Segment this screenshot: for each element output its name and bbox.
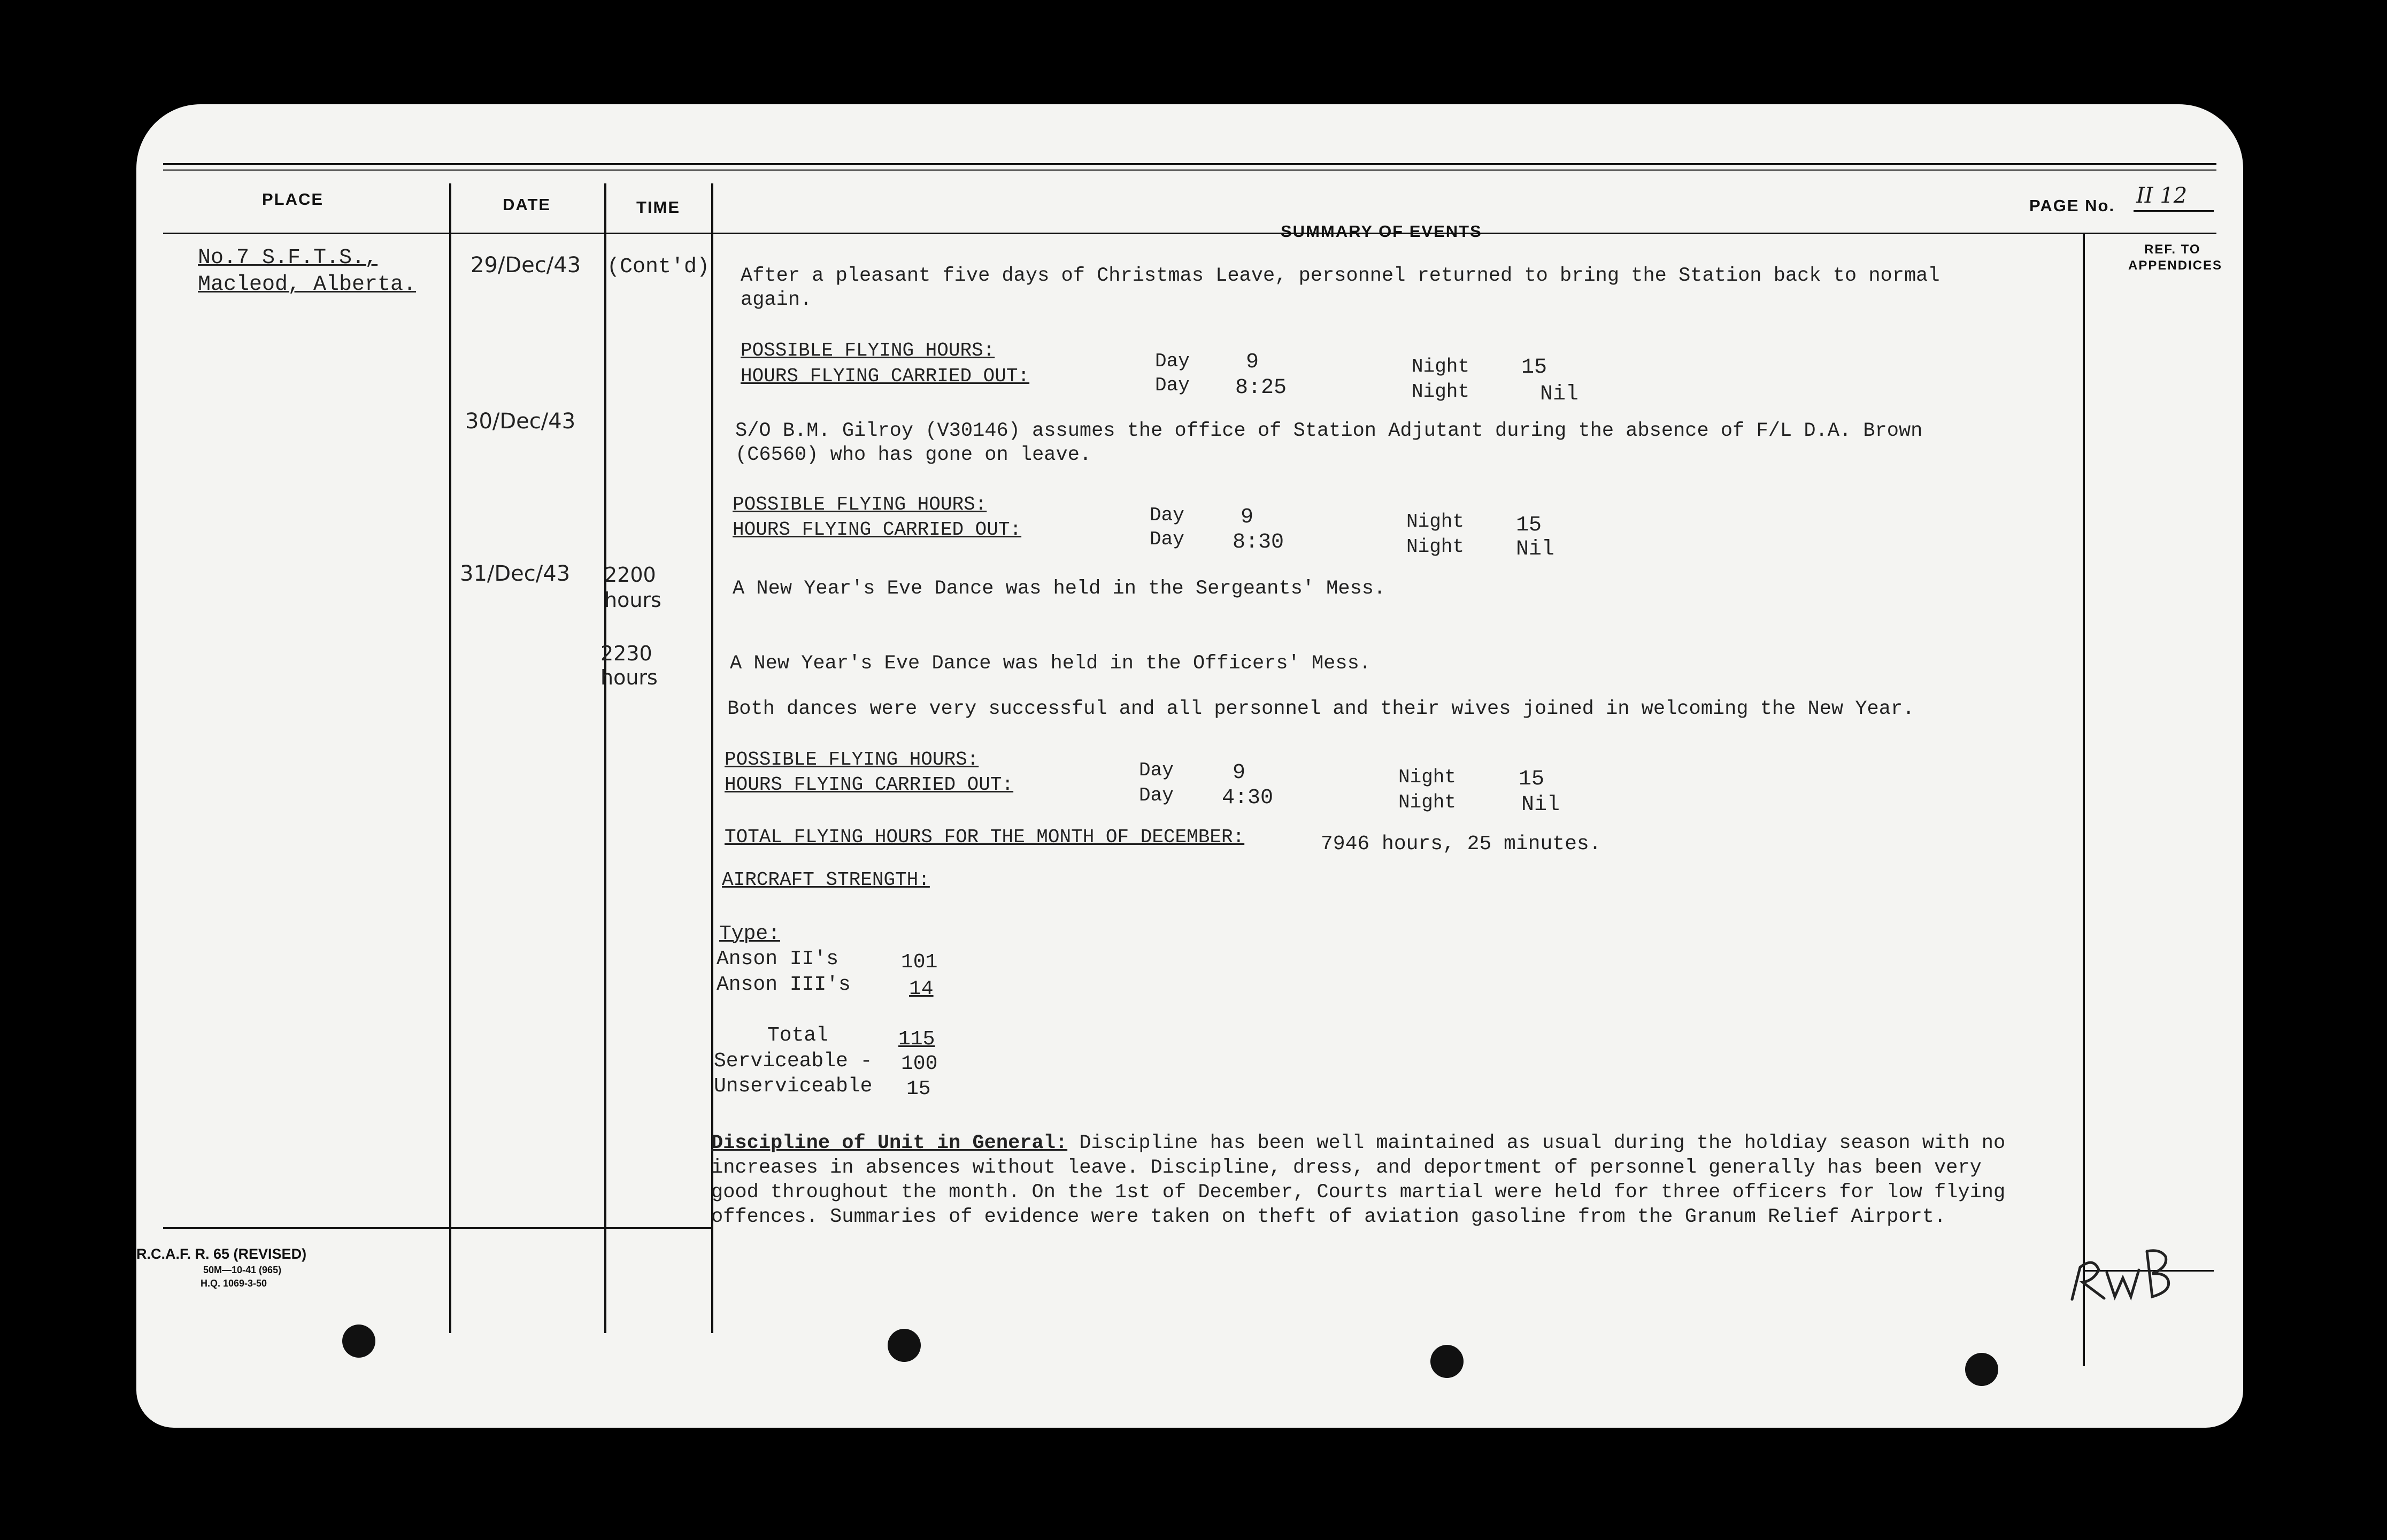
entry-1-night-label-2: Night: [1412, 381, 1470, 403]
binder-hole-2: [888, 1329, 921, 1362]
discipline-text: Discipline has been well maintained as usual during the holdiay season with no increases in absences without leave. Discipline, dress, and deportment of personnel generally has been very good throughout the month. On the 1st of December, Courts martial were held for three officers for low flying offences. Summaries of evidence were taken on theft of aviation gasoline from the Granum Relief Airport.: [711, 1132, 2006, 1228]
entry-3-carried-night: Nil: [1521, 793, 1560, 817]
entry-3-date: 31/Dec/43: [460, 561, 571, 586]
aircraft-row-2-value: 14: [909, 977, 934, 1000]
aircraft-unserviceable-value: 15: [906, 1077, 931, 1100]
entry-3-text-c: Both dances were very successful and all personnel and their wives joined in welcoming the New Year.: [727, 698, 1915, 720]
entry-2-line-2: (C6560) who has gone on leave.: [735, 444, 1092, 466]
place-line-2: Macleod, Alberta.: [198, 273, 417, 297]
entry-2-carried-label: HOURS FLYING CARRIED OUT:: [733, 519, 1022, 541]
aircraft-serviceable-value: 100: [901, 1052, 938, 1075]
form-number: R.C.A.F. R. 65 (REVISED): [136, 1246, 307, 1262]
aircraft-strength-heading: AIRCRAFT STRENGTH:: [722, 869, 930, 891]
entry-1-day-label-2: Day: [1155, 374, 1190, 396]
entry-1-possible-day: 9: [1246, 350, 1259, 374]
entry-3-possible-night: 15: [1519, 767, 1545, 791]
col-line-place: [449, 183, 451, 1333]
entry-1-possible-label: POSSIBLE FLYING HOURS:: [741, 340, 995, 361]
form-print-code: 50M—10-41 (965): [203, 1265, 282, 1275]
aircraft-total-value: 115: [898, 1028, 935, 1051]
entry-3-time-b: 2230: [600, 642, 652, 665]
entry-2-date: 30/Dec/43: [465, 409, 576, 434]
entry-2-line-1: S/O B.M. Gilroy (V30146) assumes the office of Station Adjutant during the absence of F/L D.A. Brown: [735, 420, 1923, 442]
entry-2-possible-day: 9: [1241, 505, 1254, 529]
page-no-underline: [2134, 210, 2214, 212]
total-hours-value: 7946 hours, 25 minutes.: [1321, 833, 1601, 856]
top-rule: [163, 163, 2216, 165]
entry-1-time: (Cont'd): [607, 255, 710, 279]
entry-3-carried-label: HOURS FLYING CARRIED OUT:: [725, 774, 1014, 796]
header-ref-1: REF. TO: [2144, 242, 2201, 257]
entry-3-night-label-2: Night: [1398, 791, 1457, 813]
entry-1-night-label-1: Night: [1412, 356, 1470, 378]
binder-hole-3: [1430, 1345, 1464, 1378]
entry-3-time-a2: hours: [604, 588, 661, 612]
aircraft-total-label: Total: [767, 1024, 829, 1047]
form-hq-code: H.Q. 1069-3-50: [201, 1278, 267, 1289]
aircraft-row-1-name: Anson II's: [717, 948, 839, 971]
aircraft-type-label: Type:: [719, 922, 781, 945]
entry-2-possible-night: 15: [1516, 513, 1542, 537]
page-number-handwritten: II 12: [2136, 183, 2188, 208]
entry-1-carried-day: 8:25: [1235, 376, 1287, 400]
aircraft-row-2-name: Anson III's: [717, 973, 851, 996]
col-line-date: [604, 183, 606, 1333]
entry-2-day-label-1: Day: [1150, 504, 1184, 526]
header-time: TIME: [636, 198, 681, 217]
entry-1-day-label-1: Day: [1155, 350, 1190, 372]
entry-3-possible-day: 9: [1233, 761, 1246, 785]
entry-2-carried-day: 8:30: [1233, 530, 1284, 555]
entry-2-possible-label: POSSIBLE FLYING HOURS:: [733, 494, 987, 515]
entry-3-night-label-1: Night: [1398, 766, 1457, 788]
header-rule: [163, 233, 2216, 234]
entry-1-carried-label: HOURS FLYING CARRIED OUT:: [741, 365, 1030, 387]
entry-2-day-label-2: Day: [1150, 528, 1184, 550]
place-line-1: No.7 S.F.T.S.,: [198, 246, 378, 270]
entry-3-day-label-2: Day: [1139, 784, 1174, 806]
entry-2-night-label-1: Night: [1406, 511, 1465, 533]
entry-1-line-2: again.: [741, 289, 812, 311]
aircraft-unserviceable-label: Unserviceable: [714, 1075, 873, 1098]
header-date: DATE: [503, 195, 551, 214]
entry-1-line-1: After a pleasant five days of Christmas Leave, personnel returned to bring the Station back to normal: [741, 265, 1940, 287]
diary-form-card: [136, 104, 2243, 1428]
entry-1-carried-night: Nil: [1540, 382, 1579, 406]
header-summary: SUMMARY OF EVENTS: [1281, 222, 1482, 241]
entry-1-date: 29/Dec/43: [471, 253, 581, 278]
bottom-rule-left: [163, 1227, 711, 1229]
header-place: PLACE: [262, 190, 324, 209]
top-rule-2: [163, 170, 2216, 171]
entry-2-night-label-2: Night: [1406, 536, 1465, 558]
discipline-paragraph: [711, 1131, 2032, 1229]
total-hours-label: TOTAL FLYING HOURS FOR THE MONTH OF DECEMBER:: [725, 826, 1245, 848]
entry-3-possible-label: POSSIBLE FLYING HOURS:: [725, 749, 979, 771]
entry-3-text-a: A New Year's Eve Dance was held in the Sergeants' Mess.: [733, 578, 1386, 600]
entry-3-carried-day: 4:30: [1222, 786, 1274, 810]
entry-3-time-a: 2200: [604, 563, 656, 587]
entry-1-possible-night: 15: [1521, 356, 1547, 380]
header-page-no: PAGE No.: [2029, 196, 2115, 215]
entry-2-carried-night: Nil: [1516, 537, 1555, 561]
aircraft-row-1-value: 101: [901, 951, 938, 974]
binder-hole-4: [1965, 1353, 1998, 1386]
handwritten-initials: [2061, 1241, 2184, 1310]
col-line-ref: [2083, 233, 2085, 1366]
entry-3-time-b2: hours: [600, 666, 658, 689]
entry-3-day-label-1: Day: [1139, 759, 1174, 781]
header-ref-2: APPENDICES: [2128, 258, 2223, 273]
binder-hole-1: [342, 1325, 375, 1358]
discipline-heading: Discipline of Unit in General:: [711, 1132, 1068, 1154]
aircraft-serviceable-label: Serviceable -: [714, 1050, 873, 1073]
entry-3-text-b: A New Year's Eve Dance was held in the Officers' Mess.: [730, 652, 1371, 675]
